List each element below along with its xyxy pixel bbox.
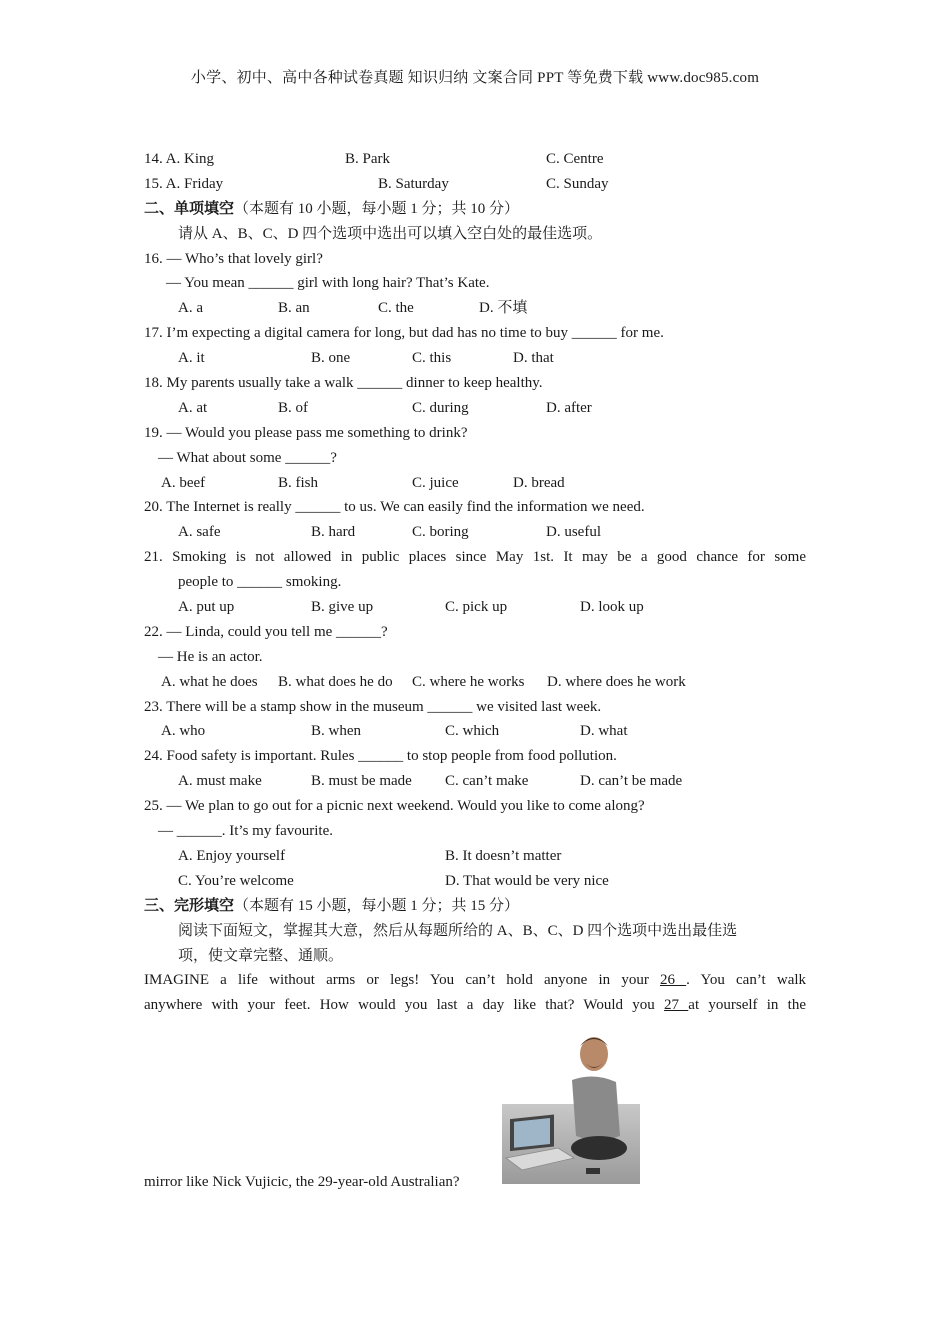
q17-option-a: A. it <box>178 350 205 367</box>
q19-stem2: — What about some ______? <box>158 449 337 466</box>
q20-option-a: A. safe <box>178 524 221 541</box>
q22-stem: 22. — Linda, could you tell me ______? <box>144 623 388 640</box>
q15-option-a: 15. A. Friday <box>144 175 224 192</box>
passage-line-3: mirror like Nick Vujicic, the 29-year-old Australian? <box>144 1174 460 1190</box>
section-3-instruction-2: 项，使文章完整、通顺。 <box>178 947 344 964</box>
passage-text: IMAGINE a life without arms or legs! You can’t hold anyone in your <box>144 972 660 989</box>
q23-option-b: B. when <box>311 723 361 740</box>
q20-stem: 20. The Internet is really ______ to us. We can easily find the information we need. <box>144 499 645 516</box>
q25-option-d: D. That would be very nice <box>445 872 609 889</box>
q18-option-d: D. after <box>546 399 592 416</box>
q24-options <box>144 769 806 794</box>
page-header: 小学、初中、高中各种试卷真题 知识归纳 文案合同 PPT 等免费下载 www.doc985.com <box>190 70 760 86</box>
passage-text: . You can’t walk <box>686 972 807 989</box>
question-14 <box>144 147 806 172</box>
q23-stem: 23. There will be a stamp show in the museum ______ we visited last week. <box>144 698 602 715</box>
blank-26: 26 <box>659 972 687 989</box>
section-2-note: （本题有 10 小题，每小题 1 分；共 10 分） <box>234 200 520 217</box>
passage-text: anywhere with your feet. How would you last a day like that? Would you <box>144 997 665 1014</box>
q23-options <box>144 719 806 744</box>
section-2-title: 二、单项填空 <box>144 200 235 217</box>
q21-option-d: D. look up <box>580 599 644 616</box>
q20-option-b: B. hard <box>311 524 356 541</box>
photo-illustration <box>502 1032 640 1184</box>
q14-option-b: B. Park <box>345 151 390 167</box>
q19-option-b: B. fish <box>278 474 319 491</box>
q19-option-d: D. bread <box>513 474 565 491</box>
q17-options <box>144 346 806 371</box>
q23-option-a: A. who <box>161 723 206 740</box>
section-2-instruction: 请从 A、B、C、D 四个选项中选出可以填入空白处的最佳选项。 <box>178 225 603 242</box>
q21-stem2: people to ______ smoking. <box>178 574 342 591</box>
exam-content <box>144 147 806 1018</box>
q21-option-a: A. put up <box>178 599 235 616</box>
passage-line-2 <box>144 993 806 1018</box>
q24-option-d: D. can’t be made <box>580 773 683 790</box>
q17-stem: 17. I’m expecting a digital camera for long, but dad has no time to buy ______ for me. <box>144 325 664 342</box>
q25-option-c: C. You’re welcome <box>178 872 294 889</box>
q25-options-row1 <box>144 844 806 869</box>
q22-stem2: — He is an actor. <box>158 648 263 665</box>
q25-option-a: A. Enjoy yourself <box>178 847 286 864</box>
q22-option-a: A. what he does <box>161 673 258 690</box>
q22-option-b: B. what does he do <box>278 673 393 690</box>
q22-options <box>144 670 806 695</box>
question-15 <box>144 172 806 197</box>
q25-stem: 25. — We plan to go out for a picnic next weekend. Would you like to come along? <box>144 798 645 815</box>
q18-options <box>144 396 806 421</box>
q24-option-b: B. must be made <box>311 773 412 790</box>
passage-text: at yourself in the <box>688 997 807 1014</box>
q18-option-a: A. at <box>178 399 208 416</box>
q16-stem2: — You mean ______ girl with long hair? That’s Kate. <box>166 275 490 292</box>
q21-options <box>144 595 806 620</box>
q19-stem: 19. — Would you please pass me something to drink? <box>144 424 468 441</box>
section-3-note: （本题有 15 小题，每小题 1 分；共 15 分） <box>234 897 520 914</box>
q25-option-b: B. It doesn’t matter <box>445 847 562 864</box>
passage-line-1 <box>144 968 806 993</box>
section-3-title: 三、完形填空 <box>144 897 235 914</box>
q18-stem: 18. My parents usually take a walk ______ dinner to keep healthy. <box>144 375 543 392</box>
q17-option-c: C. this <box>412 350 452 367</box>
q24-option-c: C. can’t make <box>445 773 529 790</box>
q23-option-d: D. what <box>580 723 628 740</box>
section-3-instruction-1: 阅读下面短文，掌握其大意，然后从每题所给的 A、B、C、D 四个选项中选出最佳选 <box>178 922 738 939</box>
q14-option-c: C. Centre <box>546 151 604 167</box>
q16-option-b: B. an <box>278 300 310 317</box>
q16-option-d: D. 不填 <box>479 300 528 317</box>
q15-option-c: C. Sunday <box>546 175 609 192</box>
q16-option-a: A. a <box>178 300 203 317</box>
q23-option-c: C. which <box>445 723 500 740</box>
q20-options <box>144 520 806 545</box>
q16-options <box>144 296 806 321</box>
q24-stem: 24. Food safety is important. Rules ______ to stop people from food pollution. <box>144 748 617 765</box>
q16-stem: 16. — Who’s that lovely girl? <box>144 250 323 267</box>
section-3-heading <box>144 894 806 919</box>
q18-option-c: C. during <box>412 399 469 416</box>
nick-vujicic-photo <box>502 1032 640 1184</box>
q17-option-b: B. one <box>311 350 351 367</box>
q20-option-d: D. useful <box>546 524 601 541</box>
q22-option-c: C. where he works <box>412 673 525 690</box>
blank-27: 27 <box>664 997 689 1014</box>
q19-options <box>144 471 806 496</box>
q24-option-a: A. must make <box>178 773 262 790</box>
q21-option-b: B. give up <box>311 599 374 616</box>
q20-option-c: C. boring <box>412 524 469 541</box>
q25-options-row2 <box>144 869 806 894</box>
q22-option-d: D. where does he work <box>547 673 686 690</box>
q19-option-c: C. juice <box>412 474 459 491</box>
section-2-heading <box>144 197 806 222</box>
q19-option-a: A. beef <box>161 474 206 491</box>
q18-option-b: B. of <box>278 399 308 416</box>
q17-option-d: D. that <box>513 350 554 367</box>
q15-option-b: B. Saturday <box>378 175 449 192</box>
q21-option-c: C. pick up <box>445 599 508 616</box>
q21-stem: 21. Smoking is not allowed in public places since May 1st. It may be a good chance for some <box>144 549 806 566</box>
q14-option-a: 14. A. King <box>144 151 215 167</box>
q25-stem2: — ______. It’s my favourite. <box>158 823 333 840</box>
q16-option-c: C. the <box>378 300 414 317</box>
